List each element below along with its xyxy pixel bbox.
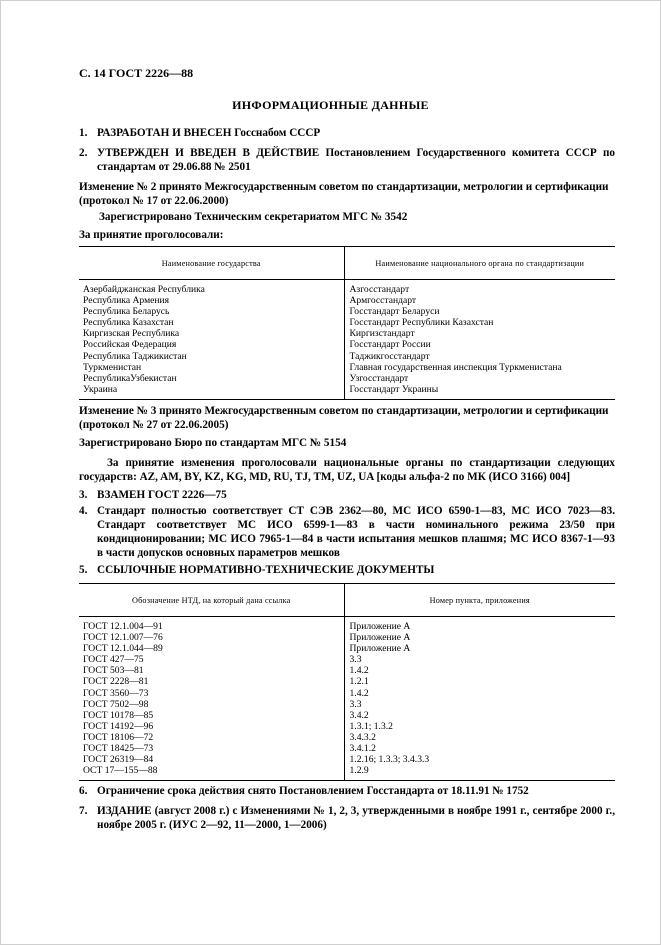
body-cell: Госстандарт Украины: [349, 383, 439, 395]
item-3-text: ВЗАМЕН ГОСТ 2226—75: [97, 489, 227, 501]
table-row: [79, 339, 615, 350]
table-row: [79, 362, 615, 373]
state-cell: Республика Казахстан: [79, 317, 344, 328]
clause-cell: 1.3.1; 1.3.2: [349, 720, 393, 732]
table-row: [79, 351, 615, 362]
item-2-number: 2.: [79, 147, 88, 159]
amendment-2-text: Изменение № 2 принято Межгосударственным советом по стандартизации, метрологии и сертификации (протокол № 17 от 22.06.2000): [79, 181, 609, 207]
document-cell: ГОСТ 10178—85: [79, 710, 344, 721]
state-cell: Республика Беларусь: [79, 306, 344, 317]
item-7-text: ИЗДАНИЕ (август 2008 г.) с Изменениями № 1, 2, 3, утвержденными в ноябре 1991 г., сентябре 2000 г., ноябре 2005 г. (ИУС 2—92, 11—2000, 1—2006): [97, 805, 615, 831]
references-table: [79, 583, 615, 781]
item-6-text: Ограничение срока действия снято Постановлением Госстандарта от 18.11.91 № 1752: [97, 785, 529, 797]
item-4-number: 4.: [79, 505, 88, 517]
amendment-2-voted: За принятие проголосовали:: [79, 229, 224, 241]
amendment-3-voted: За принятие изменения проголосовали национальные органы по стандартизации следующих государств: AZ, AM, BY, KZ, KG, MD, RU, TJ, TM, UZ, UA [коды альфа-2 по МК (ИСО 3166) 004]: [79, 457, 615, 483]
document-cell: ГОСТ 2228—81: [79, 676, 344, 687]
item-6: [79, 784, 615, 798]
document-cell: ГОСТ 18425—73: [79, 743, 344, 754]
clause-cell: 1.2.16; 1.3.3; 3.4.3.3: [349, 754, 430, 766]
table-row: [79, 699, 615, 710]
body-cell: Азгосстандарт: [349, 284, 410, 295]
item-2: [79, 146, 615, 174]
body-cell: Таджикгосстандарт: [349, 350, 430, 362]
body-cell: Госстандарт Беларуси: [349, 306, 440, 318]
table-row: [79, 328, 615, 339]
document-cell: ГОСТ 12.1.007—76: [79, 632, 344, 643]
table-row: [79, 317, 615, 328]
body-cell: Киргизстандарт: [349, 328, 415, 340]
amendment-2-registered: Зарегистрировано Техническим секретариатом МГС № 3542: [99, 211, 408, 223]
item-3: [79, 488, 615, 502]
table-header-row: [79, 584, 615, 617]
table-row: [79, 688, 615, 699]
body-cell: Армгосстандарт: [349, 295, 417, 307]
table-row: [79, 617, 615, 633]
item-3-number: 3.: [79, 489, 88, 501]
table-row: [79, 676, 615, 687]
state-cell: РеспубликаУзбекистан: [79, 373, 344, 384]
document-cell: ГОСТ 7502—98: [79, 699, 344, 710]
clause-cell: 3.3: [349, 698, 362, 710]
table-row: [79, 732, 615, 743]
table-row: [79, 743, 615, 754]
table-row: [79, 632, 615, 643]
item-4: [79, 504, 615, 560]
clause-cell: Приложение А: [349, 643, 411, 655]
table-row: [79, 643, 615, 654]
state-cell: Азербайджанская Республика: [79, 280, 344, 296]
item-1-number: 1.: [79, 127, 88, 139]
item-5-text: ССЫЛОЧНЫЕ НОРМАТИВНО-ТЕХНИЧЕСКИЕ ДОКУМЕНТЫ: [97, 564, 435, 576]
clause-cell: 1.2.1: [349, 676, 369, 688]
document-cell: ГОСТ 26319—84: [79, 754, 344, 765]
state-cell: Республика Таджикистан: [79, 351, 344, 362]
document-cell: ГОСТ 14192—96: [79, 721, 344, 732]
column-header-body: Наименование национального органа по стандартизации: [344, 247, 615, 280]
clause-cell: 3.4.1.2: [349, 743, 376, 755]
amendment-3-registered: Зарегистрировано Бюро по стандартам МГС № 5154: [79, 437, 347, 449]
document-cell: ОСТ 17—155—88: [79, 765, 344, 781]
column-header-state: Наименование государства: [79, 247, 344, 280]
clause-cell: 3.4.2: [349, 709, 369, 721]
column-header-document: Обозначение НТД, на который дана ссылка: [79, 584, 344, 617]
table-row: [79, 306, 615, 317]
clause-cell: 1.4.2: [349, 665, 369, 677]
clause-cell: 3.4.3.2: [349, 731, 376, 743]
clause-cell: 1.4.2: [349, 687, 369, 699]
state-cell: Российская Федерация: [79, 339, 344, 350]
voting-table: [79, 246, 615, 400]
state-cell: Киргизская Республика: [79, 328, 344, 339]
document-cell: ГОСТ 12.1.004—91: [79, 617, 344, 633]
section-title: ИНФОРМАЦИОННЫЕ ДАННЫЕ: [232, 98, 429, 112]
document-cell: ГОСТ 18106—72: [79, 732, 344, 743]
document-cell: ГОСТ 12.1.044—89: [79, 643, 344, 654]
body-cell: Госстандарт Республики Казахстан: [349, 317, 494, 329]
item-5: [79, 563, 615, 577]
item-2-text: УТВЕРЖДЕН И ВВЕДЕН В ДЕЙСТВИЕ Постановлением Государственного комитета СССР по стандартам от 29.06.88 № 2501: [97, 147, 615, 173]
document-cell: ГОСТ 503—81: [79, 665, 344, 676]
clause-cell: Приложение А: [349, 632, 411, 644]
item-5-number: 5.: [79, 564, 88, 576]
table-row: [79, 754, 615, 765]
table-row: [79, 280, 615, 296]
column-header-clause: Номер пункта, приложения: [344, 584, 615, 617]
table-row: [79, 654, 615, 665]
amendment-3-text: Изменение № 3 принято Межгосударственным советом по стандартизации, метрологии и сертификации (протокол № 27 от 22.06.2005): [79, 405, 609, 431]
item-6-number: 6.: [79, 785, 88, 797]
table-row: [79, 710, 615, 721]
table-header-row: [79, 247, 615, 280]
page-header: С. 14 ГОСТ 2226—88: [79, 66, 194, 80]
item-7: [79, 804, 615, 832]
state-cell: Украина: [79, 384, 344, 400]
document-cell: ГОСТ 3560—73: [79, 688, 344, 699]
table-row: [79, 765, 615, 781]
item-4-text: Стандарт полностью соответствует СТ СЭВ 2362—80, МС ИСО 6590-1—83, МС ИСО 7023—83. Стандарт соответствует МС ИСО 6599-1—83 в части номинального режима 23/50 при кондиционировании; МС ИСО 7965-1—84 в части испытания мешков плашмя; МС ИСО 8367-1—93 в части допусков основных параметров мешков: [97, 505, 615, 559]
item-1-text: РАЗРАБОТАН И ВНЕСЕН Госснабом СССР: [97, 127, 321, 139]
table-row: [79, 295, 615, 306]
table-row: [79, 384, 615, 400]
item-1: [79, 126, 615, 140]
table-row: [79, 665, 615, 676]
clause-cell: 3.3: [349, 654, 362, 666]
state-cell: Туркменистан: [79, 362, 344, 373]
table-row: [79, 721, 615, 732]
state-cell: Республика Армения: [79, 295, 344, 306]
item-7-number: 7.: [79, 805, 88, 817]
table-row: [79, 373, 615, 384]
clause-cell: Приложение А: [349, 621, 411, 632]
document-cell: ГОСТ 427—75: [79, 654, 344, 665]
body-cell: Главная государственная инспекция Туркменистана: [349, 361, 562, 373]
clause-cell: 1.2.9: [349, 765, 369, 777]
body-cell: Госстандарт России: [349, 339, 431, 351]
body-cell: Узгосстандарт: [349, 372, 409, 384]
